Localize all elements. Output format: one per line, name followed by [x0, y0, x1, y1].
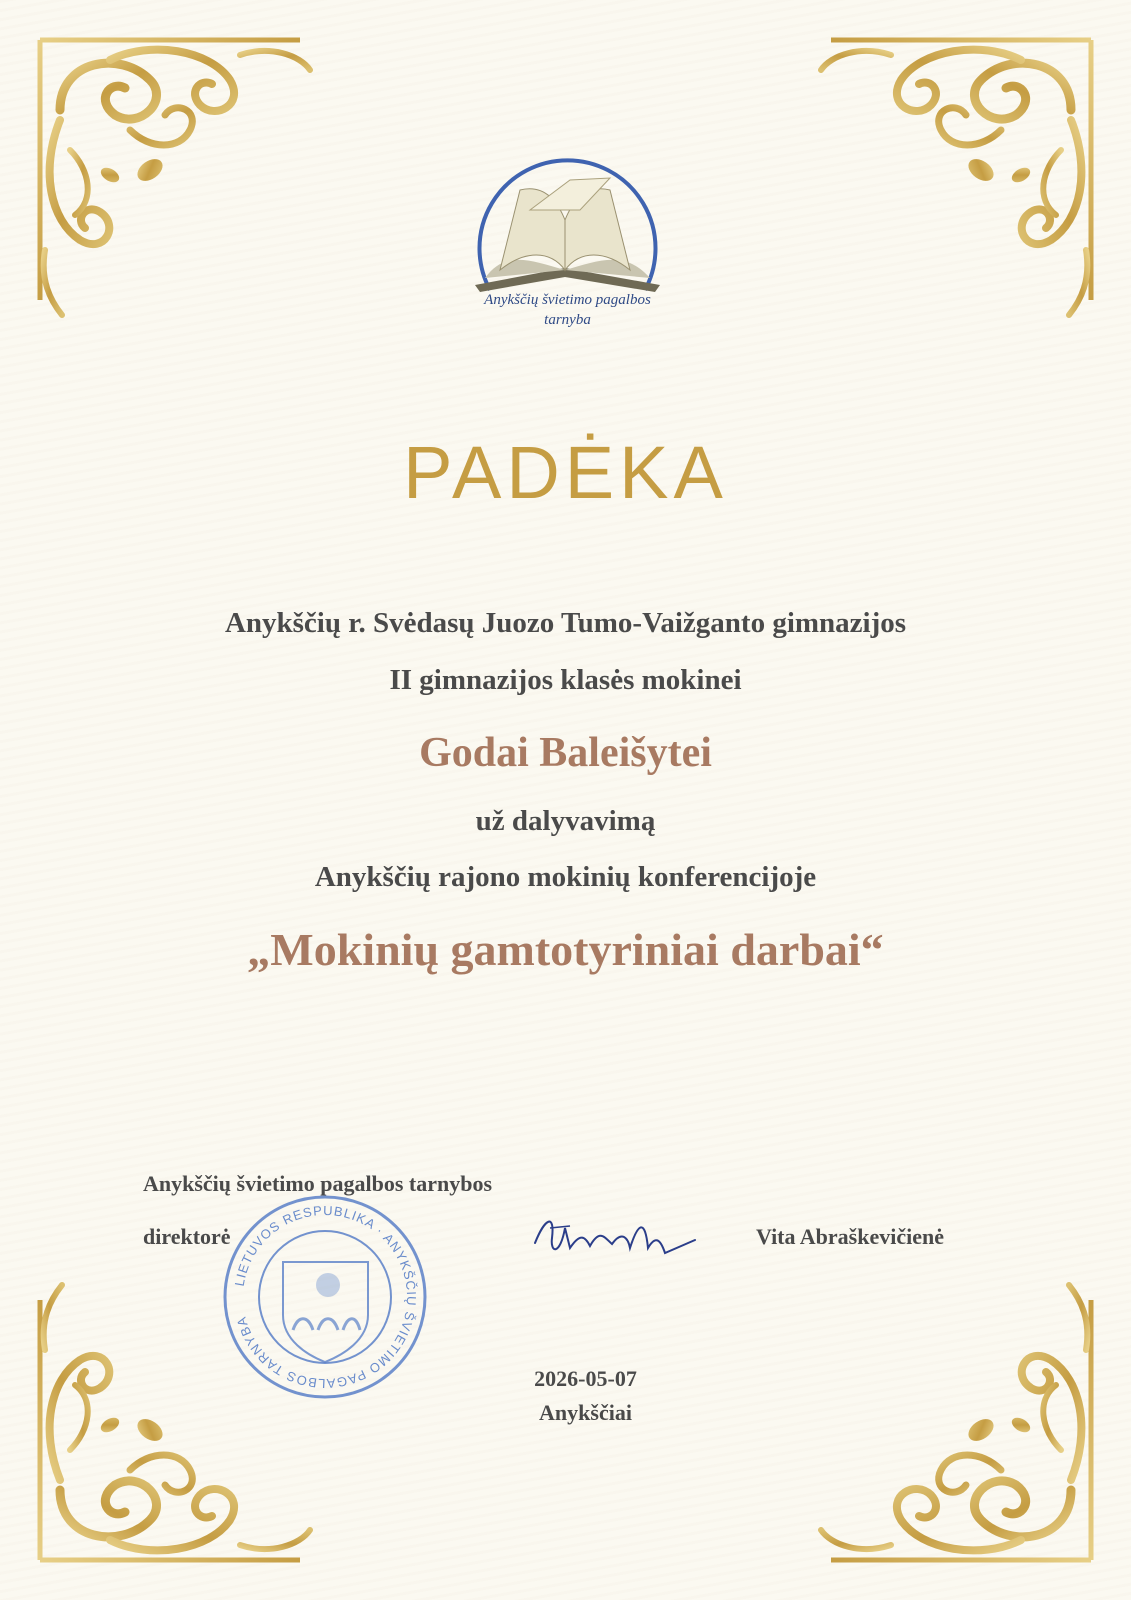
handwritten-signature — [530, 1208, 700, 1268]
issue-city: Anykščiai — [539, 1400, 632, 1425]
signer-name: Vita Abraškevičienė — [756, 1224, 944, 1249]
class-line: II gimnazijos klasės mokinei — [389, 664, 742, 696]
logo-text — [420, 290, 715, 330]
logo-text-line2: tarnyba — [544, 312, 591, 328]
school-line: Anykščių r. Svėdasų Juozo Tumo-Vaižganto gimnazijos — [224, 607, 907, 639]
signer-role: direktorė — [143, 1224, 231, 1249]
conference-title: „Mokinių gamtotyriniai darbai“ — [247, 924, 884, 975]
certificate-title: PADĖKA — [403, 431, 728, 514]
event-line: Anykščių rajono mokinių konferencijoje — [314, 861, 817, 893]
logo-text-line1: Anykščių švietimo pagalbos — [484, 292, 651, 308]
issue-date: 2026-05-07 — [534, 1366, 637, 1391]
stamp-text: LIETUVOS RESPUBLIKA · ANYKŠČIŲ ŠVIETIMO PAGALBOS TARNYBA — [231, 1202, 420, 1392]
reason-line: už dalyvavimą — [475, 805, 656, 837]
signer-organization: Anykščių švietimo pagalbos tarnybos — [143, 1171, 493, 1196]
recipient-name: Godai Baleišytei — [419, 730, 712, 776]
